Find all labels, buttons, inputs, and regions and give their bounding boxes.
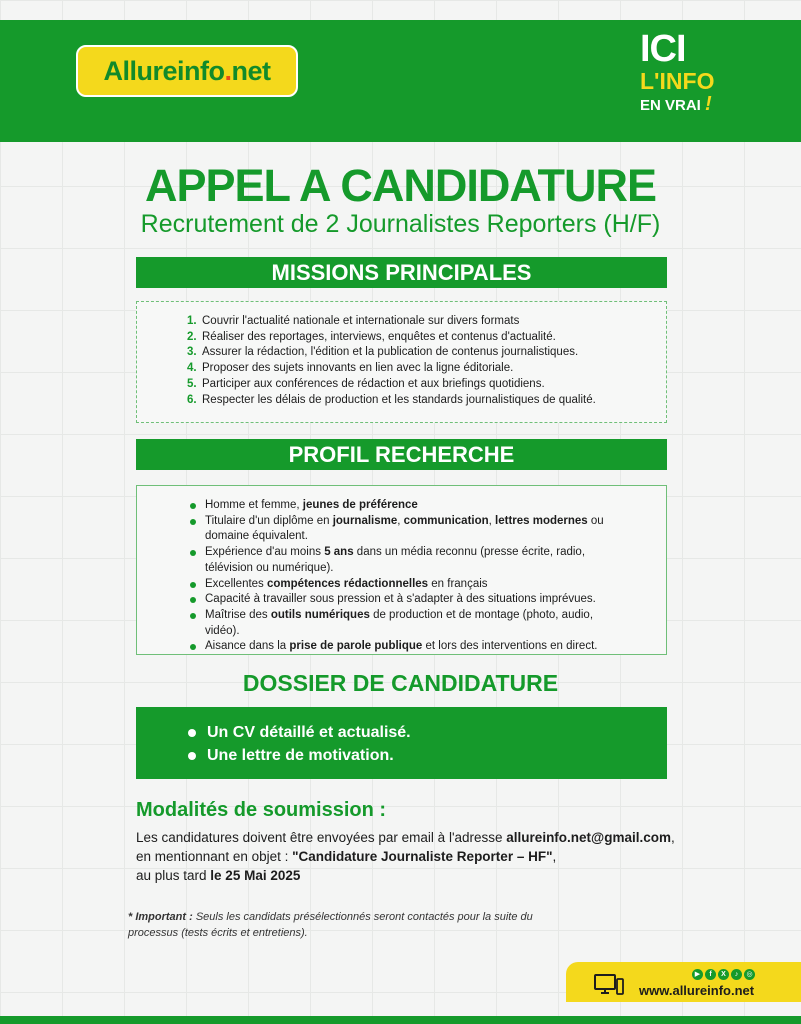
dossier-list — [188, 721, 667, 767]
profil-text-part: , — [397, 514, 404, 527]
mission-number: 1. — [187, 315, 197, 327]
profil-highlight: outils numériques — [270, 608, 370, 621]
dossier-heading: DOSSIER DE CANDIDATURE — [242, 670, 559, 696]
profil-highlight: lettres modernes — [495, 514, 588, 527]
missions-heading: MISSIONS PRINCIPALES — [136, 257, 667, 288]
mission-number: 3. — [187, 346, 197, 359]
bullet-icon — [190, 519, 196, 525]
slogan-line-1: ICI — [640, 28, 686, 70]
important-label: * Important : — [128, 911, 193, 923]
profil-text — [205, 498, 418, 514]
profil-item — [187, 608, 626, 639]
profil-item — [187, 639, 626, 655]
bottom-bar — [0, 1016, 801, 1024]
profil-item — [187, 498, 626, 514]
bullet-icon — [190, 503, 196, 509]
social-icons — [692, 969, 755, 980]
profil-item — [187, 592, 626, 608]
dossier-item-text: Un CV détaillé et actualisé. — [207, 724, 411, 741]
profil-text-part: Aisance dans la — [205, 640, 290, 653]
mission-item — [187, 345, 656, 361]
mission-text: Réaliser des reportages, interviews, enquêtes et contenus d'actualité. — [202, 330, 556, 343]
bullet-icon — [190, 597, 196, 603]
mission-text: Couvrir l'actualité nationale et internationale sur divers formats — [202, 315, 520, 327]
profil-text-part: Excellentes — [205, 577, 268, 590]
logo-text-net: net — [231, 55, 271, 86]
youtube-icon[interactable]: ▶ — [692, 969, 703, 980]
important-text: Seuls les candidats présélectionnés seront contactés pour la suite du processus (tests écrits et entretiens). — [128, 911, 533, 939]
profil-text — [205, 545, 626, 576]
profil-text-part: et lors des interventions en direct. — [422, 640, 598, 653]
modalites-line-3 — [136, 866, 696, 885]
allureinfo-logo[interactable] — [76, 45, 298, 97]
logo-text-main: Allureinfo — [103, 55, 225, 86]
bullet-icon — [190, 582, 196, 588]
modalites-line-1-text: Les candidatures doivent être envoyées par email à l'adresse — [136, 830, 507, 845]
missions-list — [137, 302, 666, 408]
bullet-icon — [190, 550, 196, 556]
mission-number: 5. — [187, 377, 197, 390]
profil-list — [137, 486, 666, 655]
important-note — [128, 909, 548, 941]
profil-item — [187, 514, 626, 545]
profil-text-part: ou domaine équivalent. — [205, 514, 604, 543]
modalites-line-2-end: , — [552, 849, 557, 864]
profil-box — [136, 485, 667, 655]
profil-text — [205, 577, 488, 593]
profil-item — [187, 545, 626, 576]
dossier-item — [188, 744, 667, 767]
dossier-box — [136, 707, 667, 779]
profil-text-part: de production et de montage (photo, audio, vidéo). — [205, 608, 594, 637]
dossier-item — [188, 721, 667, 744]
profil-highlight: communication — [403, 514, 489, 527]
profil-highlight: jeunes de préférence — [302, 499, 418, 511]
profil-highlight: journalisme — [332, 514, 398, 527]
profil-text-part: Titulaire d'un diplôme en — [205, 514, 333, 527]
facebook-icon[interactable]: f — [705, 969, 716, 980]
mission-number: 4. — [187, 362, 197, 375]
slogan-line-2: L'INFO — [640, 68, 715, 94]
logo-dot: . — [224, 55, 232, 86]
slogan-line-3-text: EN VRAI — [640, 97, 701, 114]
website-link[interactable]: www.allureinfo.net — [639, 983, 755, 998]
modalites-line-3-text: au plus tard — [136, 868, 211, 883]
profil-text-part: Maîtrise des — [205, 608, 271, 621]
profil-text-part: dans un média reconnu (presse écrite, radio, télévision ou numérique). — [205, 546, 586, 574]
profil-item — [187, 577, 626, 593]
bullet-icon — [190, 613, 196, 619]
bullet-icon — [190, 644, 196, 650]
mission-text: Participer aux conférences de rédaction et aux briefings quotidiens. — [202, 377, 545, 390]
profil-heading: PROFIL RECHERCHE — [136, 439, 667, 470]
mission-text: Respecter les délais de production et les standards journalistiques de qualité. — [202, 393, 596, 406]
mission-number: 6. — [187, 393, 197, 406]
modalites-line-1-end: , — [671, 830, 675, 845]
missions-box — [136, 301, 667, 423]
profil-text-part: Homme et femme, — [205, 499, 303, 511]
mission-item — [187, 330, 656, 346]
page-title: APPEL A CANDIDATURE — [144, 160, 657, 211]
profil-text — [205, 592, 596, 608]
profil-text-part: , — [488, 514, 496, 527]
profil-highlight: prise de parole publique — [289, 640, 423, 653]
profil-highlight: compétences rédactionnelles — [267, 577, 429, 590]
modalites-heading: Modalités de soumission : — [136, 799, 387, 821]
dossier-item-text: Une lettre de motivation. — [207, 747, 394, 764]
bullet-icon — [188, 729, 196, 737]
mission-item — [187, 361, 656, 377]
page-subtitle: Recrutement de 2 Journalistes Reporters (H/F) — [140, 210, 661, 238]
profil-text-part: Expérience d'au moins — [205, 546, 325, 559]
mission-item — [187, 377, 656, 393]
modalites-line-2-text: en mentionnant en objet : — [136, 849, 293, 864]
modalites-text — [136, 828, 696, 885]
modalites-line-2 — [136, 847, 696, 866]
instagram-icon[interactable]: ◎ — [744, 969, 755, 980]
profil-highlight: 5 ans — [324, 546, 354, 559]
bullet-icon — [188, 752, 196, 760]
profil-text — [205, 608, 626, 639]
profil-text — [205, 639, 597, 655]
profil-text-part: en français — [428, 577, 488, 590]
mission-item — [187, 393, 656, 409]
mission-text: Proposer des sujets innovants en lien avec la ligne éditoriale. — [202, 362, 514, 375]
tiktok-icon[interactable]: ♪ — [731, 969, 742, 980]
mission-item — [187, 314, 656, 330]
deadline: le 25 Mai 2025 — [210, 868, 301, 883]
email-subject: "Candidature Journaliste Reporter – HF" — [292, 849, 553, 864]
slogan-line-3 — [640, 94, 740, 114]
mission-text: Assurer la rédaction, l'édition et la publication de contenus journalistiques. — [202, 346, 579, 359]
profil-text-part: Capacité à travailler sous pression et à s'adapter à des situations imprévues. — [205, 593, 596, 606]
x-icon[interactable]: X — [718, 969, 729, 980]
slogan-mark: ! — [705, 93, 712, 115]
profil-text — [205, 514, 626, 545]
slogan — [640, 30, 740, 114]
footer-box — [566, 962, 801, 1002]
mission-number: 2. — [187, 330, 197, 343]
computer-icon — [594, 974, 624, 996]
contact-email[interactable]: allureinfo.net@gmail.com — [506, 830, 671, 845]
modalites-line-1 — [136, 828, 696, 847]
